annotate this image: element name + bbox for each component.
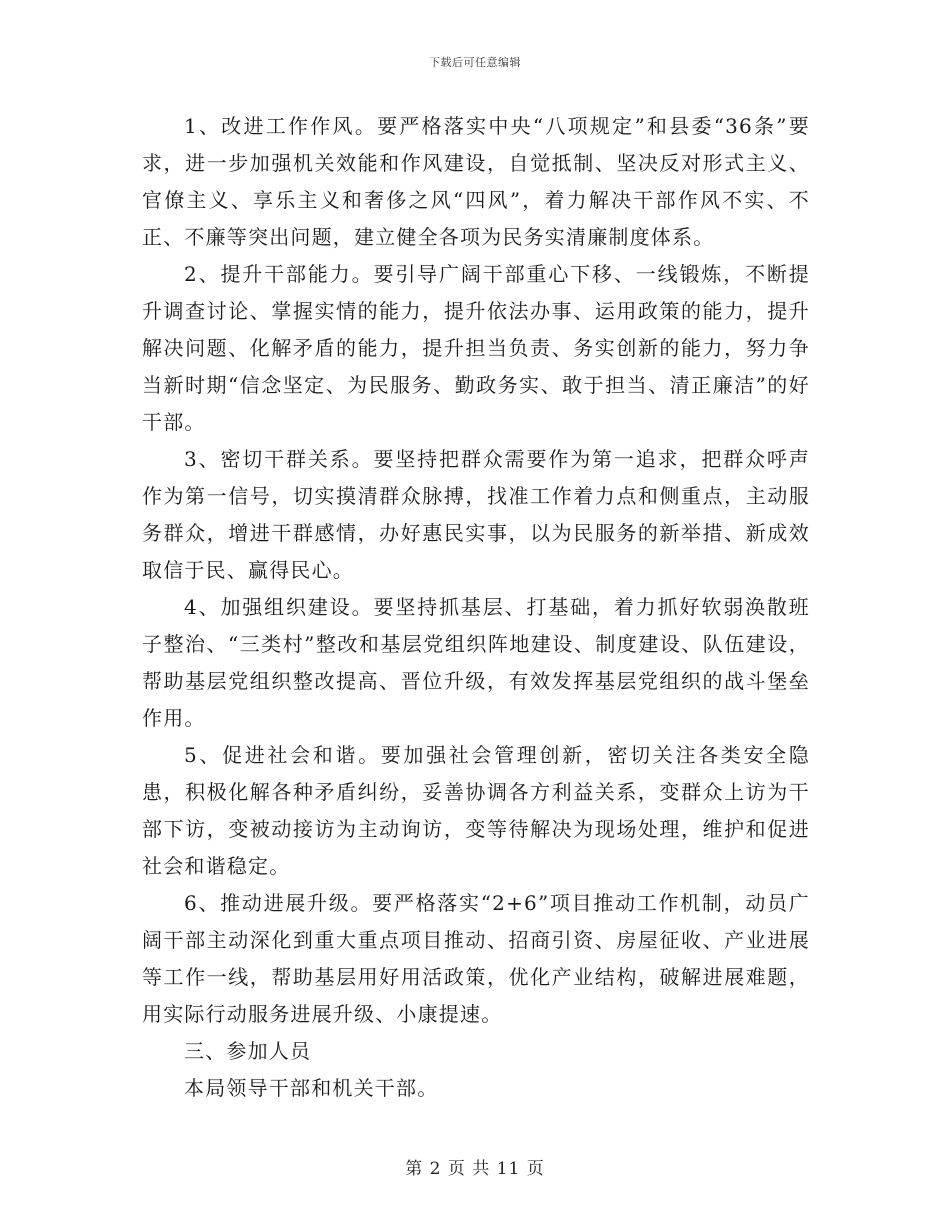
page-header: 下载后可任意编辑 (429, 56, 521, 69)
paragraph-organization-building: 4、加强组织建设。要坚持抓基层、打基础，着力抓好软弱涣散班子整治、“三类村”整改和基层党组织阵地建设、制度建设、队伍建设，帮助基层党组织整改提高、晋位升级，有效发挥基层党组织的战斗堡垒作用。 (142, 595, 810, 730)
page-footer: 第 2 页 共 11 页 (405, 1159, 545, 1179)
paragraph-work-style: 1、改进工作作风。要严格落实中央“八项规定”和县委“36条”要求，进一步加强机关效能和作风建设，自觉抵制、坚决反对形式主义、官僚主义、享乐主义和奢侈之风“四风”，着力解决干部作风不实、不正、不廉等突出问题，建立健全各项为民务实清廉制度体系。 (142, 114, 810, 249)
paragraph-cadre-mass-relations: 3、密切干群关系。要坚持把群众需要作为第一追求，把群众呼声作为第一信号，切实摸清群众脉搏，找准工作着力点和侧重点，主动服务群众，增进干群感情，办好惠民实事，以为民服务的新举措、新成效取信于民、赢得民心。 (142, 447, 810, 582)
section-title-participants: 三、参加人员 (184, 1039, 312, 1063)
paragraph-cadre-ability: 2、提升干部能力。要引导广阔干部重心下移、一线锻炼，不断提升调查讨论、掌握实情的能力，提升依法办事、运用政策的能力，提升解决问题、化解矛盾的能力，提升担当负责、务实创新的能力，努力争当新时期“信念坚定、为民服务、勤政务实、敢于担当、清正廉洁”的好干部。 (142, 262, 810, 434)
section-body-participants: 本局领导干部和机关干部。 (184, 1076, 439, 1100)
paragraph-social-harmony: 5、促进社会和谐。要加强社会管理创新，密切关注各类安全隐患，积极化解各种矛盾纠纷，妥善协调各方利益关系，变群众上访为干部下访，变被动接访为主动询访，变等待解决为现场处理，维护和促进社会和谐稳定。 (142, 743, 810, 878)
paragraph-development-upgrade: 6、推动进展升级。要严格落实“2+6”项目推动工作机制，动员广阔干部主动深化到重大重点项目推动、招商引资、房屋征收、产业进展等工作一线，帮助基层用好用活政策，优化产业结构，破解进展难题，用实际行动服务进展升级、小康提速。 (142, 891, 810, 1026)
document-body (142, 108, 810, 1107)
